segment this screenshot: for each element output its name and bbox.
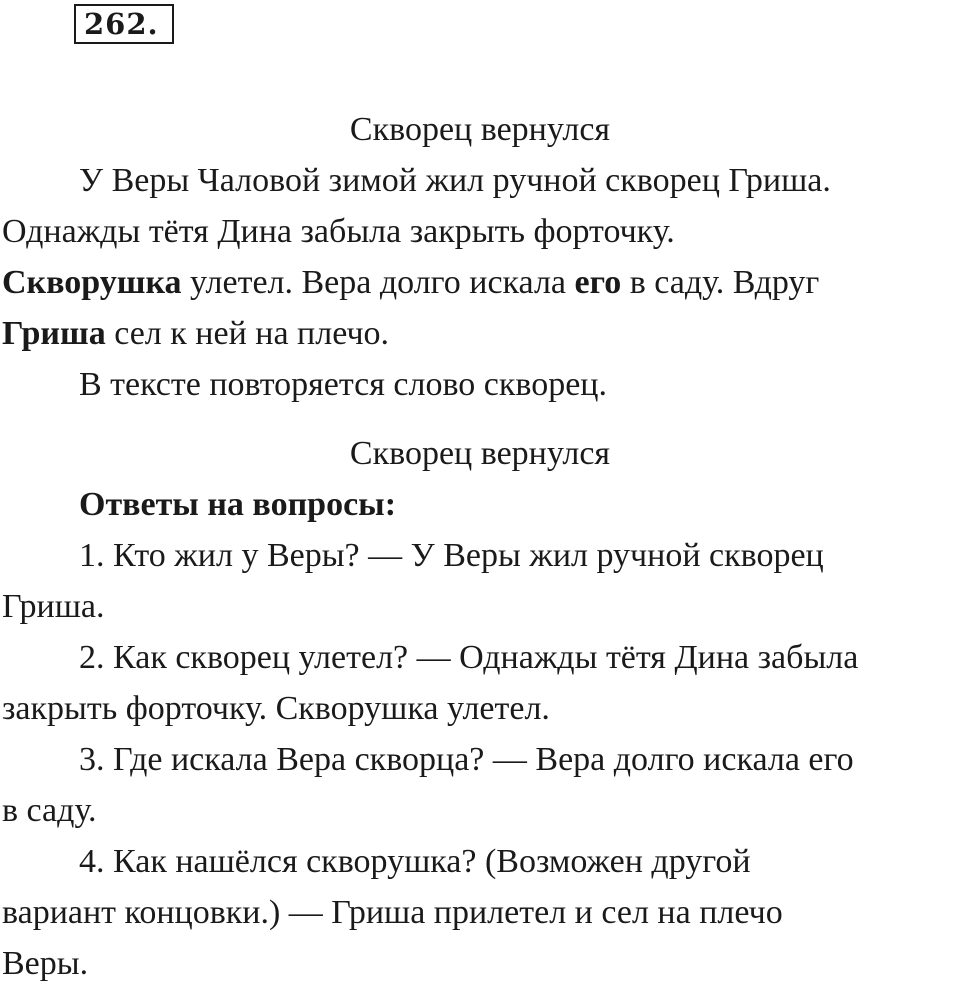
answers-block <box>2 428 958 989</box>
exercise-number: 262. <box>74 4 174 44</box>
bold-word-skvorushka: Скворушка <box>2 264 182 301</box>
story-title: Скворец вернулся <box>349 111 611 148</box>
story-note: В тексте повторяется слово скворец. <box>79 366 607 403</box>
story-line-3-text-a: улетел. Вера долго искала <box>181 264 575 301</box>
answer-2-line-2: закрыть форточку. Скворушка улетел. <box>2 690 550 727</box>
answer-2-line-1: 2. Как скворец улетел? — Однажды тётя Дина забыла <box>79 639 859 676</box>
answer-3-line-2: в саду. <box>2 792 97 829</box>
story-line-1: У Веры Чаловой зимой жил ручной скворец Гриша. <box>79 162 831 199</box>
story-line-4-text: сел к ней на плечо. <box>105 315 390 352</box>
answers-heading: Ответы на вопросы: <box>79 486 397 523</box>
answer-4-line-1: 4. Как нашёлся скворушка? (Возможен другой <box>79 843 751 880</box>
bold-word-grisha: Гриша <box>2 315 106 352</box>
answer-4-line-2: вариант концовки.) — Гриша прилетел и сел на плечо <box>2 894 783 931</box>
bold-word-ego: его <box>574 264 622 301</box>
story-line-3 <box>2 257 958 308</box>
story-line-3-text-b: в саду. Вдруг <box>621 264 820 301</box>
story-line-4 <box>2 308 958 359</box>
answers-title: Скворец вернулся <box>349 435 611 472</box>
answer-1-line-1: 1. Кто жил у Веры? — У Веры жил ручной скворец <box>79 537 824 574</box>
story-line-2: Однажды тётя Дина забыла закрыть форточку. <box>2 213 675 250</box>
answer-3-line-1: 3. Где искала Вера скворца? — Вера долго искала его <box>79 741 854 778</box>
answer-4-line-3: Веры. <box>2 945 89 982</box>
story-block <box>2 104 958 410</box>
answer-1-line-2: Гриша. <box>2 588 105 625</box>
